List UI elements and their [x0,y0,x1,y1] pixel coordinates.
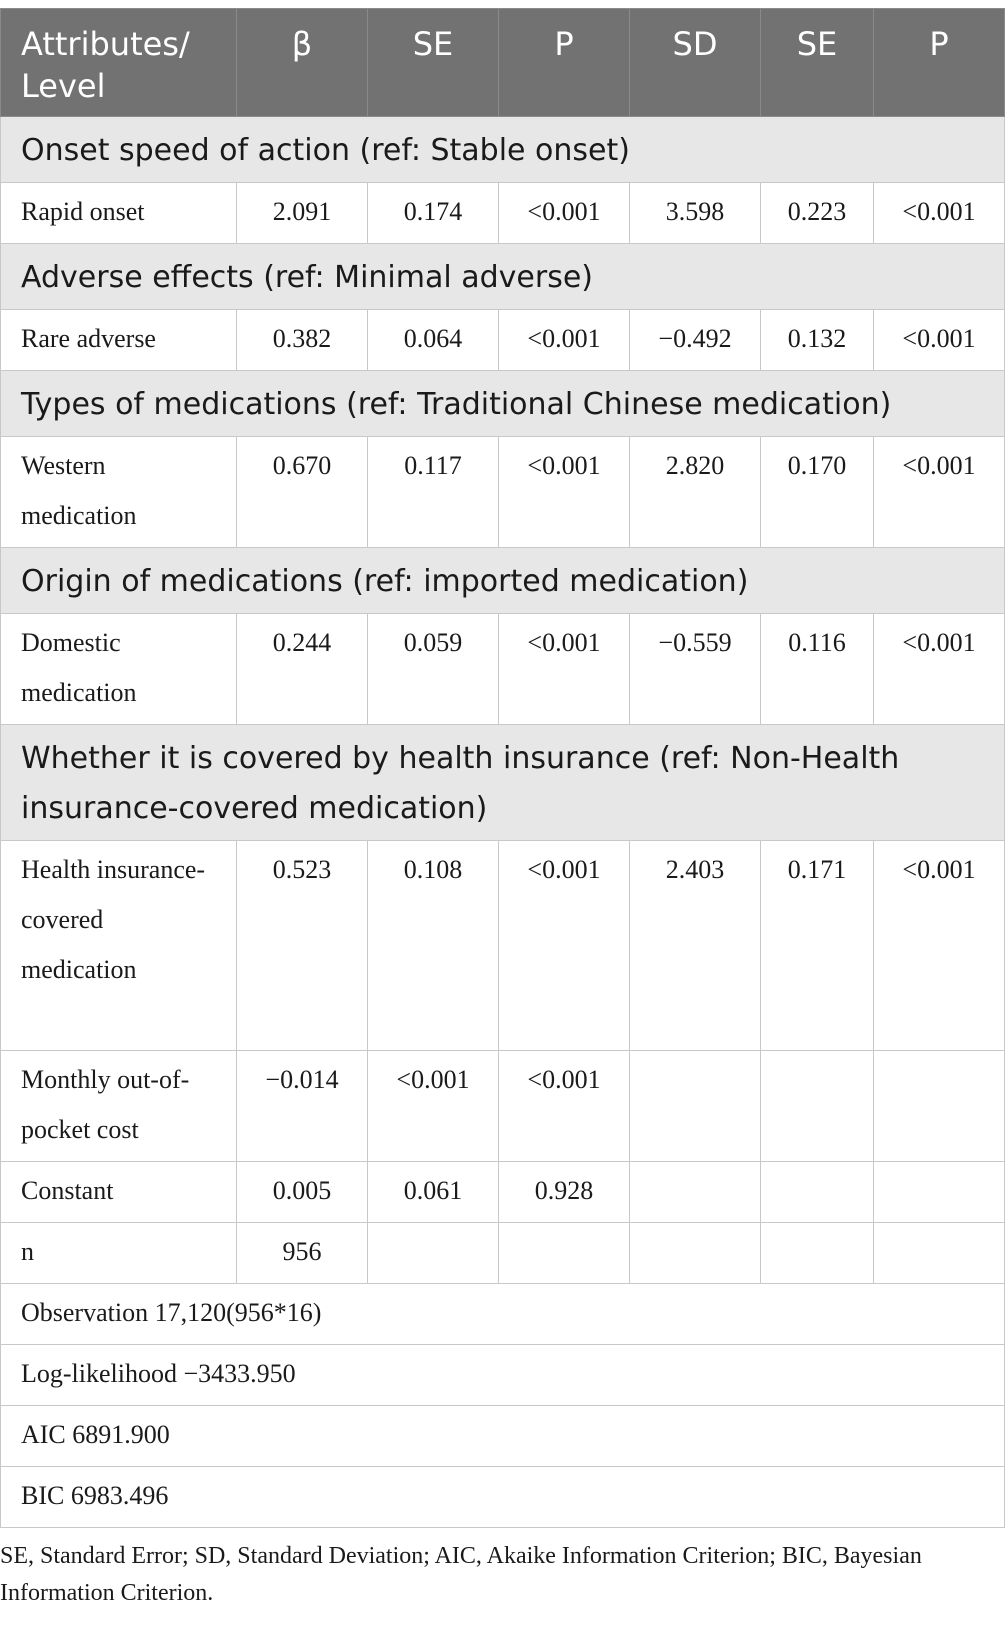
empty-cell [874,1223,1005,1284]
se-cell: 0.117 [368,437,499,548]
table-row [1,614,1005,725]
beta-cell: 0.244 [237,614,368,725]
group-row-origin [1,548,1005,614]
group-row-onset [1,117,1005,183]
beta-cell: 0.670 [237,437,368,548]
sd-se-cell: 0.223 [761,183,874,244]
row-label: Constant [1,1162,237,1223]
header-se-sd: SE [761,9,874,117]
row-label: Health insurance-covered medication [1,841,237,1051]
se-cell: 0.059 [368,614,499,725]
group-row-insurance [1,725,1005,841]
sd-cell: −0.492 [630,310,761,371]
beta-cell: 0.005 [237,1162,368,1223]
empty-cell [630,1162,761,1223]
group-row-adverse [1,244,1005,310]
sd-p-cell: <0.001 [874,841,1005,1051]
sd-se-cell: 0.132 [761,310,874,371]
p-cell: 0.928 [499,1162,630,1223]
row-label: Domestic medication [1,614,237,725]
empty-cell [630,1051,761,1162]
group-title: Onset speed of action (ref: Stable onset) [1,117,1005,183]
p-cell: <0.001 [499,437,630,548]
row-label: Rapid onset [1,183,237,244]
beta-cell: 956 [237,1223,368,1284]
beta-cell: 0.382 [237,310,368,371]
se-cell: <0.001 [368,1051,499,1162]
summary-row-loglik [1,1345,1005,1406]
sd-cell: 2.820 [630,437,761,548]
header-p-sd: P [874,9,1005,117]
empty-cell [761,1223,874,1284]
table-header-row [1,9,1005,117]
table-row [1,1051,1005,1162]
group-title: Origin of medications (ref: imported medication) [1,548,1005,614]
row-label: Western medication [1,437,237,548]
empty-cell [874,1051,1005,1162]
aic-text: AIC 6891.900 [1,1406,1005,1467]
sd-cell: 3.598 [630,183,761,244]
p-cell: <0.001 [499,183,630,244]
group-title: Types of medications (ref: Traditional Chinese medication) [1,371,1005,437]
p-cell: <0.001 [499,841,630,1051]
empty-cell [874,1162,1005,1223]
sd-se-cell: 0.171 [761,841,874,1051]
sd-p-cell: <0.001 [874,183,1005,244]
table-row [1,841,1005,1051]
sd-se-cell: 0.170 [761,437,874,548]
header-se: SE [368,9,499,117]
group-title: Adverse effects (ref: Minimal adverse) [1,244,1005,310]
empty-cell [761,1051,874,1162]
sd-cell: −0.559 [630,614,761,725]
p-cell: <0.001 [499,310,630,371]
empty-cell [630,1223,761,1284]
summary-row-aic [1,1406,1005,1467]
sd-cell: 2.403 [630,841,761,1051]
se-cell: 0.174 [368,183,499,244]
beta-cell: 0.523 [237,841,368,1051]
bic-text: BIC 6983.496 [1,1467,1005,1528]
sd-p-cell: <0.001 [874,437,1005,548]
observation-text: Observation 17,120(956*16) [1,1284,1005,1345]
p-cell: <0.001 [499,614,630,725]
beta-cell: 2.091 [237,183,368,244]
p-cell: <0.001 [499,1051,630,1162]
sd-se-cell: 0.116 [761,614,874,725]
empty-cell [368,1223,499,1284]
se-cell: 0.108 [368,841,499,1051]
row-label: Rare adverse [1,310,237,371]
sd-p-cell: <0.001 [874,614,1005,725]
results-table-container [0,8,1005,1528]
group-row-types [1,371,1005,437]
empty-cell [761,1162,874,1223]
header-attributes-level: Attributes/ Level [1,9,237,117]
summary-row-observation [1,1284,1005,1345]
empty-cell [499,1223,630,1284]
loglik-text: Log-likelihood −3433.950 [1,1345,1005,1406]
table-row [1,310,1005,371]
table-row [1,1162,1005,1223]
header-p: P [499,9,630,117]
header-sd: SD [630,9,761,117]
se-cell: 0.064 [368,310,499,371]
sd-p-cell: <0.001 [874,310,1005,371]
results-table [0,8,1005,1528]
table-row [1,183,1005,244]
beta-cell: −0.014 [237,1051,368,1162]
table-row [1,1223,1005,1284]
row-label: n [1,1223,237,1284]
table-row [1,437,1005,548]
se-cell: 0.061 [368,1162,499,1223]
summary-row-bic [1,1467,1005,1528]
table-footnote: SE, Standard Error; SD, Standard Deviation; AIC, Akaike Information Criterion; BIC, Bayesian Information Criterion. [0,1543,922,1606]
row-label: Monthly out-of-pocket cost [1,1051,237,1162]
header-beta: β [237,9,368,117]
group-title: Whether it is covered by health insurance (ref: Non-Health insurance-covered medication) [1,725,1005,841]
